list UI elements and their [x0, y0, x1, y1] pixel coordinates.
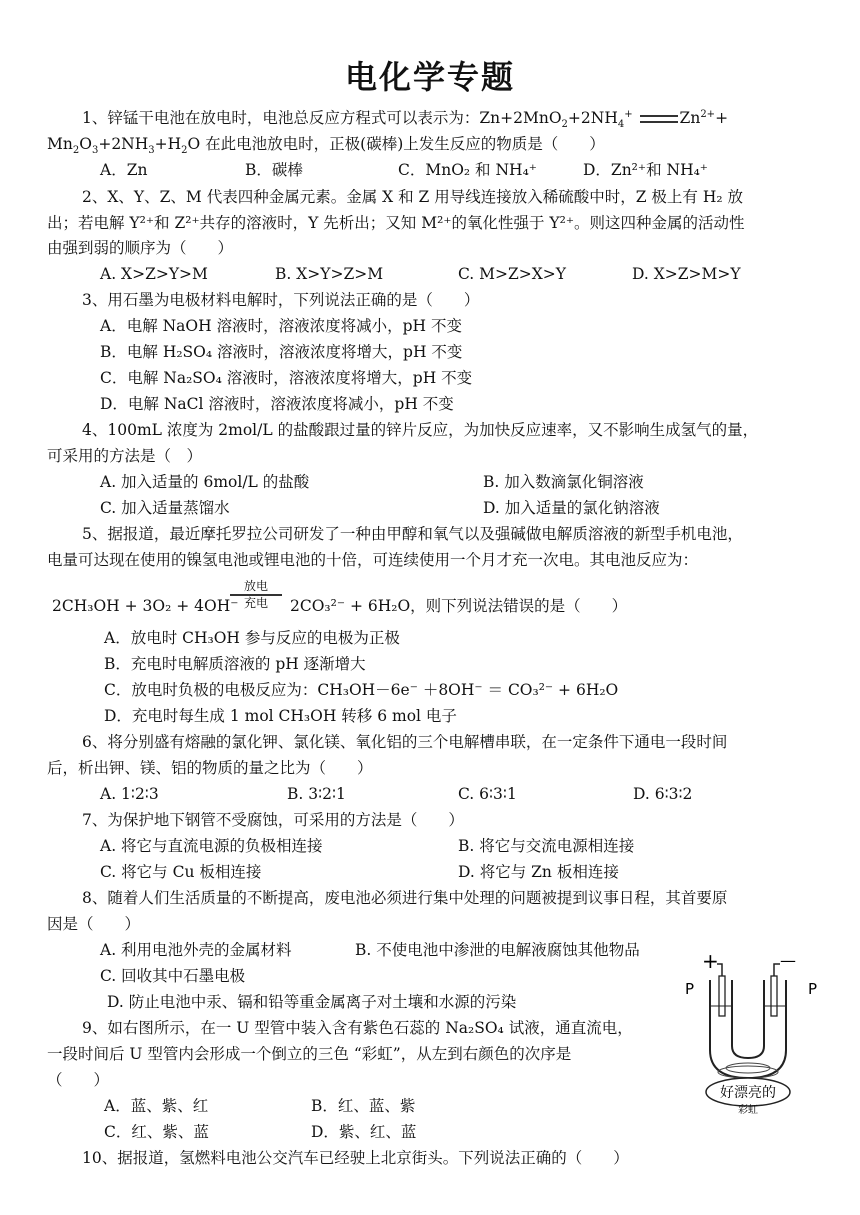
q3-option-b: B．电解 H₂SO₄ 溶液时，溶液浓度将增大，pH 不变 — [100, 343, 463, 361]
page-title: 电化学专题 — [344, 58, 515, 96]
q7-line-1: 7、为保护地下钢管不受腐蚀，可采用的方法是（ ） — [82, 811, 464, 829]
q2-option-b: B. X>Y>Z>M — [275, 265, 384, 283]
q1-option-b: B．碳棒 — [245, 161, 303, 179]
u-tube-figure — [680, 950, 830, 1115]
q4-option-b: B. 加入数滴氯化铜溶液 — [483, 473, 644, 491]
q5-option-d: D．充电时每生成 1 mol CH₃OH 转移 6 mol 电子 — [104, 707, 457, 725]
q2-line-2: 出；若电解 Y²⁺和 Z²⁺共存的溶液时，Y 先析出；又知 M²⁺的氧化性强于 Y²⁺。则这四种金属的活动性 — [47, 214, 745, 232]
q3-option-d: D．电解 NaCl 溶液时，溶液浓度将减小，pH 不变 — [100, 395, 454, 413]
q4-option-a: A. 加入适量的 6mol/L 的盐酸 — [100, 473, 310, 491]
q5-line-1: 5、据报道，最近摩托罗拉公司研发了一种由甲醇和氧气以及强碱做电解质溶液的新型手机电池， — [82, 525, 743, 543]
q6-line-1: 6、将分别盛有熔融的氯化钾、氯化镁、氧化铝的三个电解槽串联，在一定条件下通电一段时间 — [82, 733, 728, 751]
q1-option-c: C．MnO₂ 和 NH₄⁺ — [398, 161, 537, 179]
right-electrode-label: P — [808, 980, 818, 998]
q9-option-c: C．红、紫、蓝 — [104, 1123, 209, 1141]
arrow-label-discharge: 放电 — [243, 579, 268, 593]
positive-sign: + — [702, 950, 719, 973]
q2-option-d: D. X>Z>M>Y — [632, 265, 741, 283]
q7-option-a: A. 将它与直流电源的负极相连接 — [100, 837, 323, 855]
rainbow-arc — [718, 1066, 778, 1078]
q8-option-c: C. 回收其中石墨电极 — [100, 967, 246, 985]
equilibrium-arrow — [640, 115, 678, 123]
q8-line-1: 8、随着人们生活质量的不断提高，废电池必须进行集中处理的问题被提到议事日程，其首要原 — [82, 889, 728, 907]
q9-option-a: A．蓝、紫、红 — [104, 1097, 209, 1115]
q5-reaction-arrow — [230, 580, 282, 610]
q2-line-1: 2、X、Y、Z、M 代表四种金属元素。金属 X 和 Z 用导线连接放入稀硫酸中时，Z 极上有 H₂ 放 — [82, 188, 743, 206]
q9-line-3: （ ） — [47, 1071, 110, 1089]
q10-line-1: 10、据报道，氢燃料电池公交汽车已经驶上北京街头。下列说法正确的（ ） — [82, 1149, 629, 1167]
q6-option-d: D. 6∶3∶2 — [633, 785, 693, 803]
q4-option-c: C. 加入适量蒸馏水 — [100, 499, 230, 517]
arrow-label-charge: 充电 — [243, 596, 268, 610]
q2-option-a: A. X>Z>Y>M — [100, 265, 208, 283]
left-electrode — [719, 976, 725, 1016]
rainbow-arc — [726, 1063, 770, 1073]
q4-line-2: 可采用的方法是（ ） — [47, 447, 203, 465]
q9-line-2: 一段时间后 U 型管内会形成一个倒立的三色 “彩虹”，从左到右颜色的次序是 — [47, 1045, 572, 1063]
q4-line-1: 4、100mL 浓度为 2mol/L 的盐酸跟过量的锌片反应，为加快反应速率，又不影响生成氢气的量， — [82, 421, 759, 439]
q6-option-c: C. 6∶3∶1 — [458, 785, 517, 803]
q6-line-2: 后，析出钾、镁、铝的物质的量之比为（ ） — [47, 759, 373, 777]
q5-option-b: B．充电时电解质溶液的 pH 逐渐增大 — [104, 655, 366, 673]
q5-option-c: C．放电时负极的电极反应为：CH₃OH－6e⁻ ＋8OH⁻ ＝ CO₃²⁻ + 6H₂O — [104, 681, 619, 699]
q1-option-d: D．Zn²⁺和 NH₄⁺ — [583, 161, 708, 179]
q8-line-2: 因是（ ） — [47, 915, 141, 933]
q6-option-b: B. 3∶2∶1 — [287, 785, 346, 803]
u-tube-inner — [732, 980, 764, 1058]
q3-option-c: C．电解 Na₂SO₄ 溶液时，溶液浓度将增大，pH 不变 — [100, 369, 473, 387]
q7-option-d: D. 将它与 Zn 板相连接 — [458, 863, 619, 881]
q1-line-2: $Mn_2O_3+2NH_3+H_2O$ 在此电池放电时，正极(碳棒)上发生反应的物质是（ ） — [47, 135, 605, 157]
q9-line-1: 9、如右图所示，在一 U 型管中装入含有紫色石蕊的 Na₂SO₄ 试液，通直流电， — [82, 1019, 633, 1037]
q1-line-1: 1、锌锰干电池在放电时，电池总反应方程式可以表示为：$Zn+2MnO_2+2NH_4^+$ $Zn^{2+}+$ — [82, 108, 729, 131]
q4-option-d: D. 加入适量的氯化钠溶液 — [483, 499, 660, 517]
q7-option-c: C. 将它与 Cu 板相连接 — [100, 863, 262, 881]
q8-option-d: D. 防止电池中汞、镉和铅等重金属离子对土壤和水源的污染 — [107, 993, 517, 1011]
q9-option-d: D．紫、红、蓝 — [311, 1123, 417, 1141]
q5-option-a: A．放电时 CH₃OH 参与反应的电极为正极 — [104, 629, 400, 647]
q2-option-c: C. M>Z>X>Y — [458, 265, 567, 283]
caption-text: 好漂亮的 — [720, 1085, 776, 1101]
q8-option-a: A. 利用电池外壳的金属材料 — [100, 941, 292, 959]
left-electrode-label: P — [685, 980, 695, 998]
caption-text-2: 彩虹 — [738, 1105, 758, 1115]
q9-option-b: B．红、蓝、紫 — [311, 1097, 416, 1115]
negative-sign: — — [780, 951, 796, 970]
q2-line-3: 由强到弱的顺序为（ ） — [47, 239, 234, 257]
right-electrode — [771, 976, 777, 1016]
q7-option-b: B. 将它与交流电源相连接 — [458, 837, 635, 855]
q5-line-2: 电量可达现在使用的镍氢电池或锂电池的十倍，可连续使用一个月才充一次电。其电池反应为： — [47, 551, 699, 569]
q1-option-a: A．Zn — [100, 161, 148, 179]
q3-line-1: 3、用石墨为电极材料电解时，下列说法正确的是（ ） — [82, 291, 480, 309]
q6-option-a: A. 1∶2∶3 — [100, 785, 159, 803]
q5-equation-right: 2CO₃²⁻ + 6H₂O，则下列说法错误的是（ ） — [290, 597, 628, 615]
q8-option-b: B. 不使电池中渗泄的电解液腐蚀其他物品 — [355, 941, 640, 959]
q5-equation-left: 2CH₃OH + 3O₂ + 4OH⁻ — [52, 597, 239, 615]
q3-option-a: A．电解 NaOH 溶液时，溶液浓度将减小，pH 不变 — [100, 317, 462, 335]
